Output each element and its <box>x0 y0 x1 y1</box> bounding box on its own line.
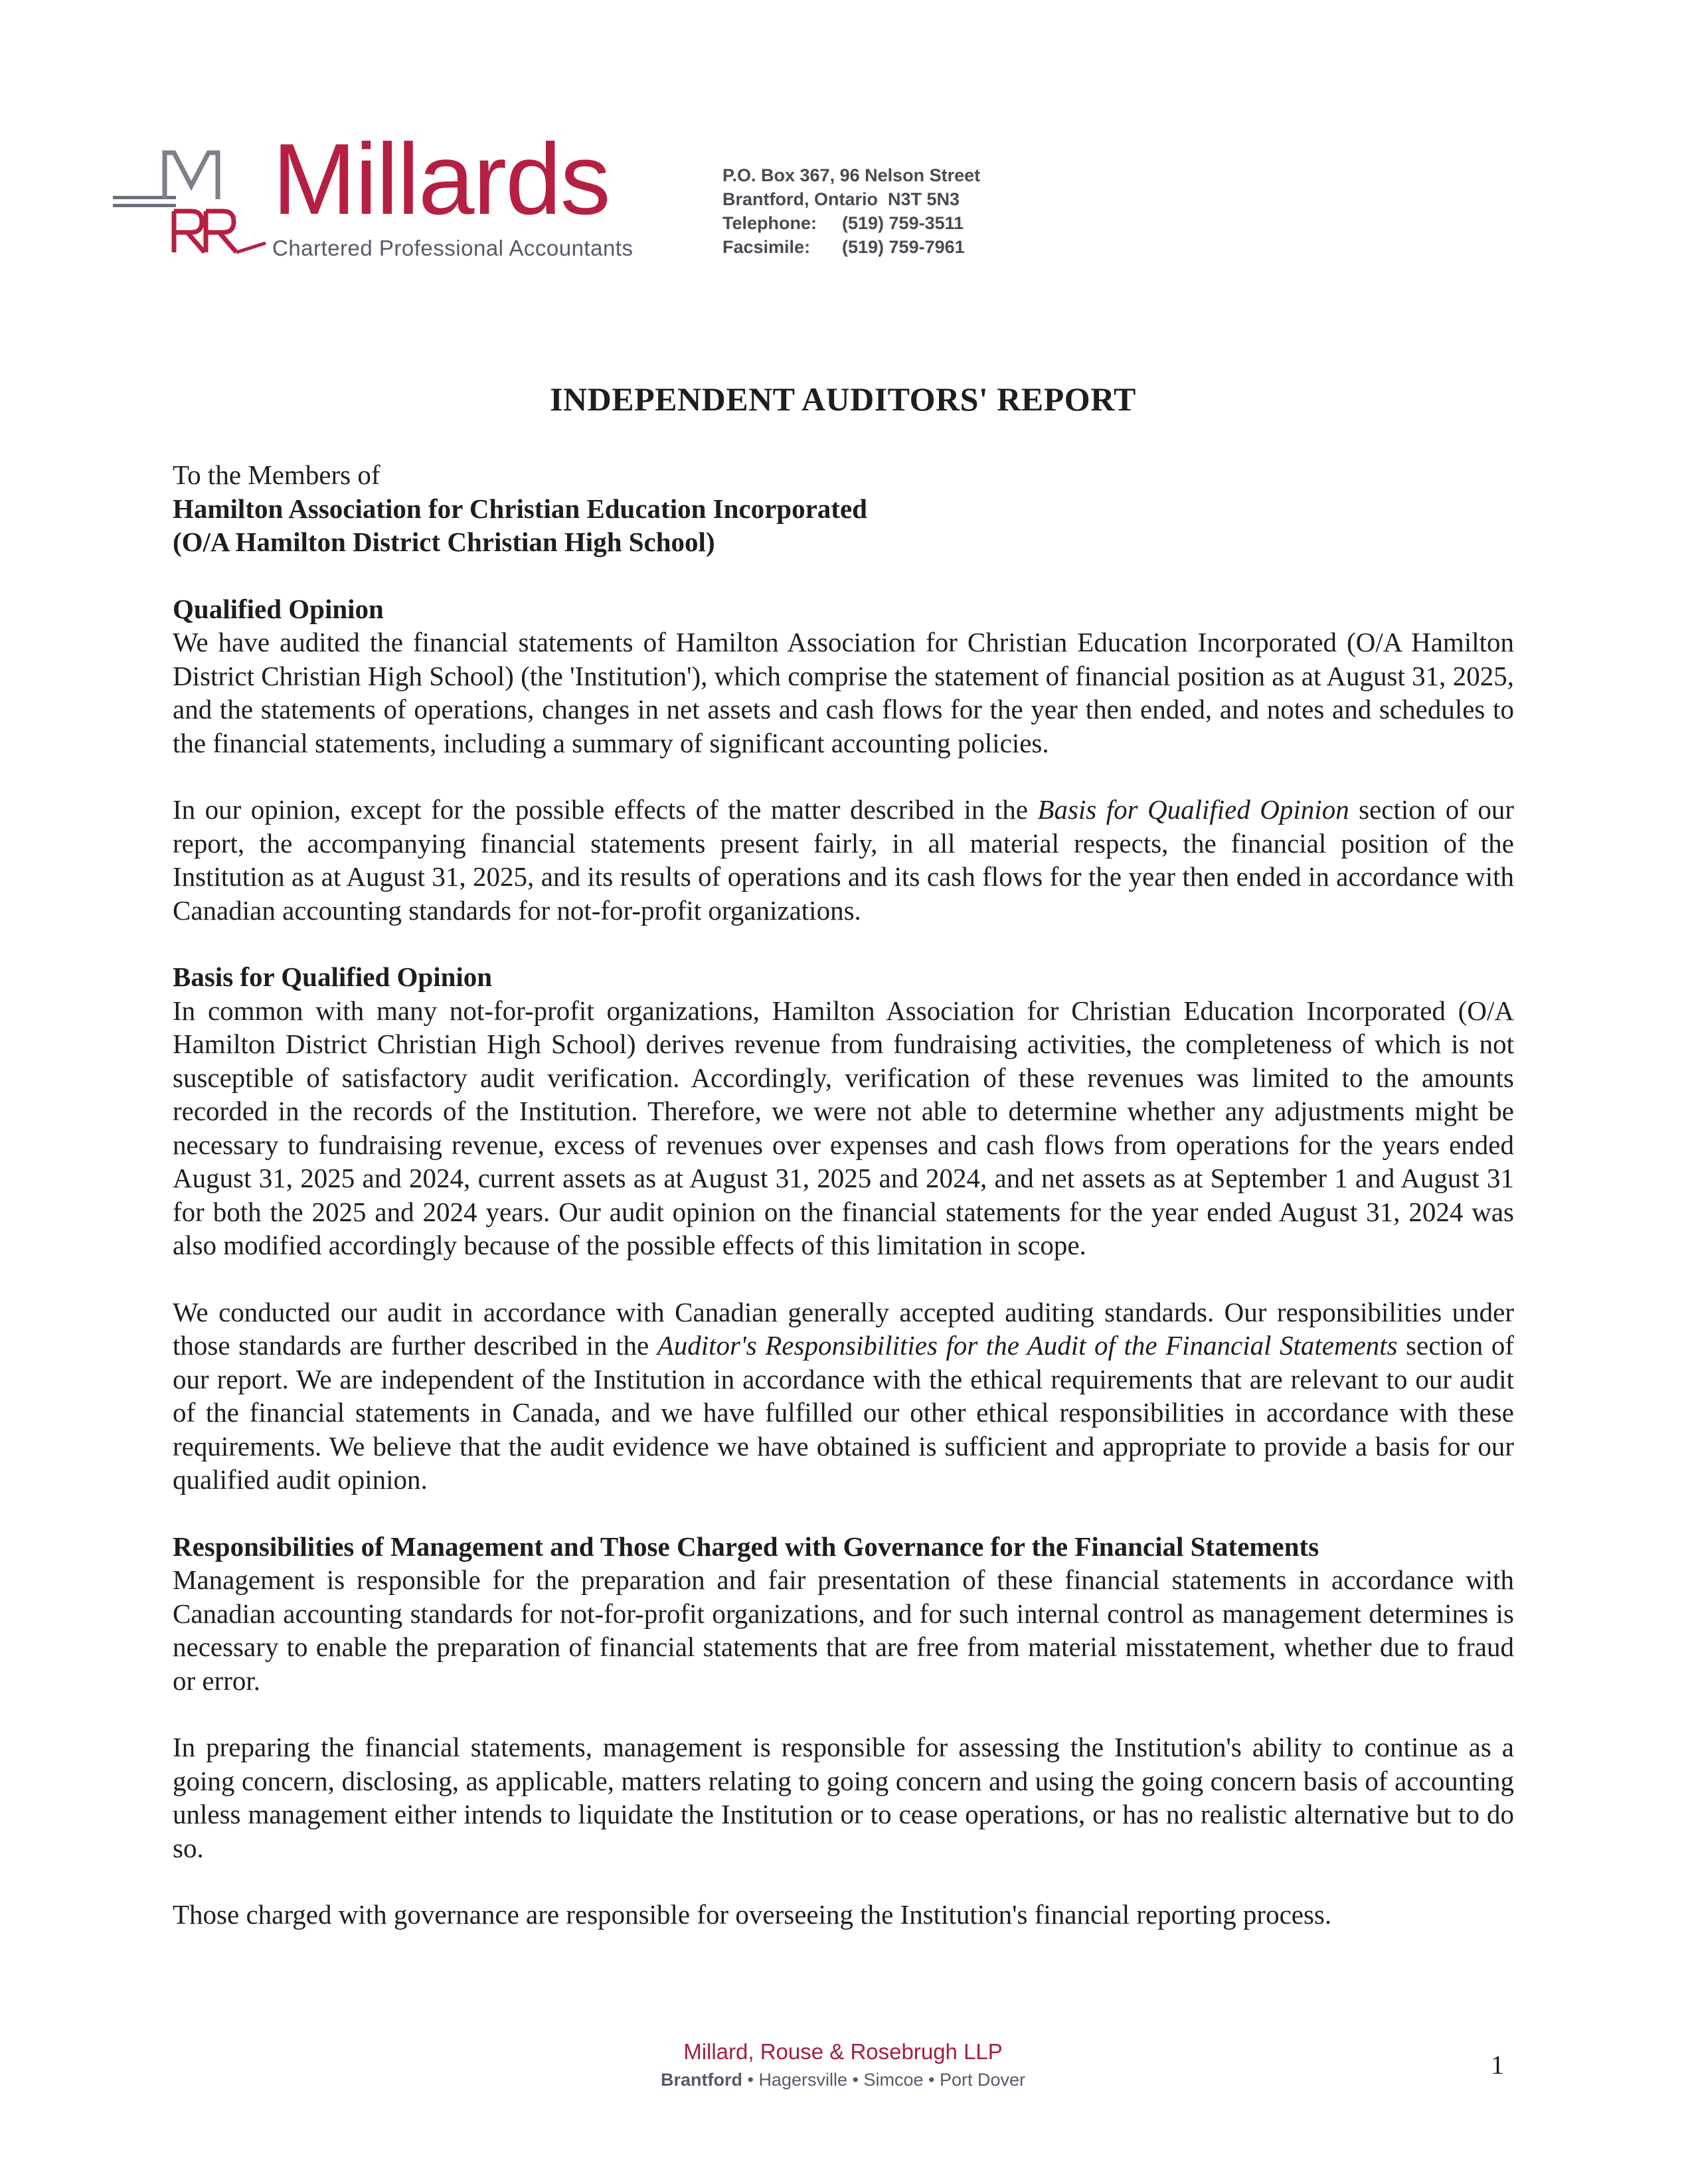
qualified-opinion-paragraph-1: We have audited the financial statements of Hamilton Association for Christian Education Incorporated (O/A Hamilton District Christian High School) (the 'Institution'), which comprise the statement of financial position as at August 31, 2025, and the statements of operations, changes in net assets and cash flows for the year then ended, and notes and schedules to the financial statements, including a summary of significant accounting policies. <box>173 627 1514 758</box>
organization-operating-as: (O/A Hamilton District Christian High School) <box>173 527 715 557</box>
address-line-2: Brantford, Ontario N3T 5N3 <box>722 189 960 209</box>
office-hagersville: Hagersville <box>758 2070 847 2090</box>
qualified-opinion-p2-italic: Basis for Qualified Opinion <box>1037 794 1349 825</box>
report-body <box>173 458 1514 1932</box>
responsibilities-heading: Responsibilities of Management and Those Charged with Governance for the Financial Statements <box>173 1531 1319 1562</box>
responsibilities-paragraph-1: Management is responsible for the preparation and fair presentation of these financial statements in accordance with Canadian accounting standards for not-for-profit organizations, and for such internal control as management determines is necessary to enable the preparation of financial statements that are free from material misstatement, whether due to fraud or error. <box>173 1564 1514 1696</box>
footer <box>0 2037 1686 2093</box>
office-separator: • <box>852 2070 859 2090</box>
addressee-block <box>173 458 1514 559</box>
report-title: INDEPENDENT AUDITORS' REPORT <box>550 380 1136 418</box>
qualified-opinion-p2-text-a: In our opinion, except for the possible effects of the matter described in the <box>173 794 1038 825</box>
qualified-opinion-p2-text-b: section of our report, the accompanying financial statements present fairly, in all material respects, the financial position of the Institution as at August 31, 2025, and its results of operations and its cash flows for the year then ended in accordance with Canadian accounting standards for not-for-profit organizations. <box>173 794 1514 926</box>
addressee-line: To the Members of <box>173 460 380 490</box>
facsimile-label: Facsimile: <box>722 237 811 257</box>
basis-p2-text-a: We conducted our audit in accordance with Canadian generally accepted auditing standards. Our responsibilities under those standards are further described in the <box>173 1296 1514 1361</box>
footer-firm-name: Millard, Rouse & Rosebrugh LLP <box>683 2039 1003 2064</box>
page-number: 1 <box>1491 2050 1504 2080</box>
contact-block <box>722 163 980 259</box>
office-port-dover: Port Dover <box>940 2070 1026 2090</box>
facsimile-number: (519) 759-7961 <box>842 237 965 257</box>
basis-p2-text-b: section of our report. We are independent of the Institution in accordance with the ethical requirements that are relevant to our audit of the financial statements in Canada, and we have fulfilled our other ethical responsibilities in accordance with these requirements. We believe that the audit evidence we have obtained is sufficient and appropriate to provide a basis for our qualified audit opinion. <box>173 1330 1514 1495</box>
basis-paragraph-2 <box>173 1296 1514 1497</box>
office-primary: Brantford <box>660 2070 742 2090</box>
telephone-label: Telephone: <box>722 213 817 233</box>
millards-logo-icon <box>113 139 272 259</box>
office-separator: • <box>747 2070 754 2090</box>
firm-tagline: Chartered Professional Accountants <box>272 236 633 260</box>
basis-p2-italic: Auditor's Responsibilities for the Audit of the Financial Statements <box>657 1330 1398 1361</box>
office-simcoe: Simcoe <box>863 2070 924 2090</box>
firm-name: Millards <box>272 123 610 236</box>
footer-offices <box>0 2066 1686 2093</box>
qualified-opinion-paragraph-2 <box>173 793 1514 927</box>
basis-paragraph-1: In common with many not-for-profit organizations, Hamilton Association for Christian Education Incorporated (O/A Hamilton District Christian High School) derives revenue from fundraising activities, the completeness of which is not susceptible of satisfactory audit verification. Accordingly, verification of these revenues was limited to the amounts recorded in the records of the Institution. Therefore, we were not able to determine whether any adjustments might be necessary to fundraising revenue, excess of revenues over expenses and cash flows from operations for the years ended August 31, 2025 and 2024, current assets as at August 31, 2025 and 2024, and net assets as at September 1 and August 31 for both the 2025 and 2024 years. Our audit opinion on the financial statements for the year ended August 31, 2024 was also modified accordingly because of the possible effects of this limitation in scope. <box>173 995 1514 1260</box>
telephone-row <box>722 211 980 235</box>
qualified-opinion-heading: Qualified Opinion <box>173 593 384 624</box>
facsimile-row <box>722 235 980 259</box>
office-separator: • <box>928 2070 935 2090</box>
responsibilities-paragraph-2: In preparing the financial statements, management is responsible for assessing the Institution's ability to continue as a going concern, disclosing, as applicable, matters relating to going concern and using the going concern basis of accounting unless management either intends to liquidate the Institution or to cease operations, or has no realistic alternative but to do so. <box>173 1732 1514 1863</box>
organization-name: Hamilton Association for Christian Education Incorporated <box>173 493 867 524</box>
telephone-number: (519) 759-3511 <box>842 213 964 233</box>
responsibilities-paragraph-3: Those charged with governance are responsible for overseeing the Institution's financial reporting process. <box>173 1899 1332 1930</box>
address-line-1: P.O. Box 367, 96 Nelson Street <box>722 165 981 185</box>
basis-heading: Basis for Qualified Opinion <box>173 962 493 992</box>
